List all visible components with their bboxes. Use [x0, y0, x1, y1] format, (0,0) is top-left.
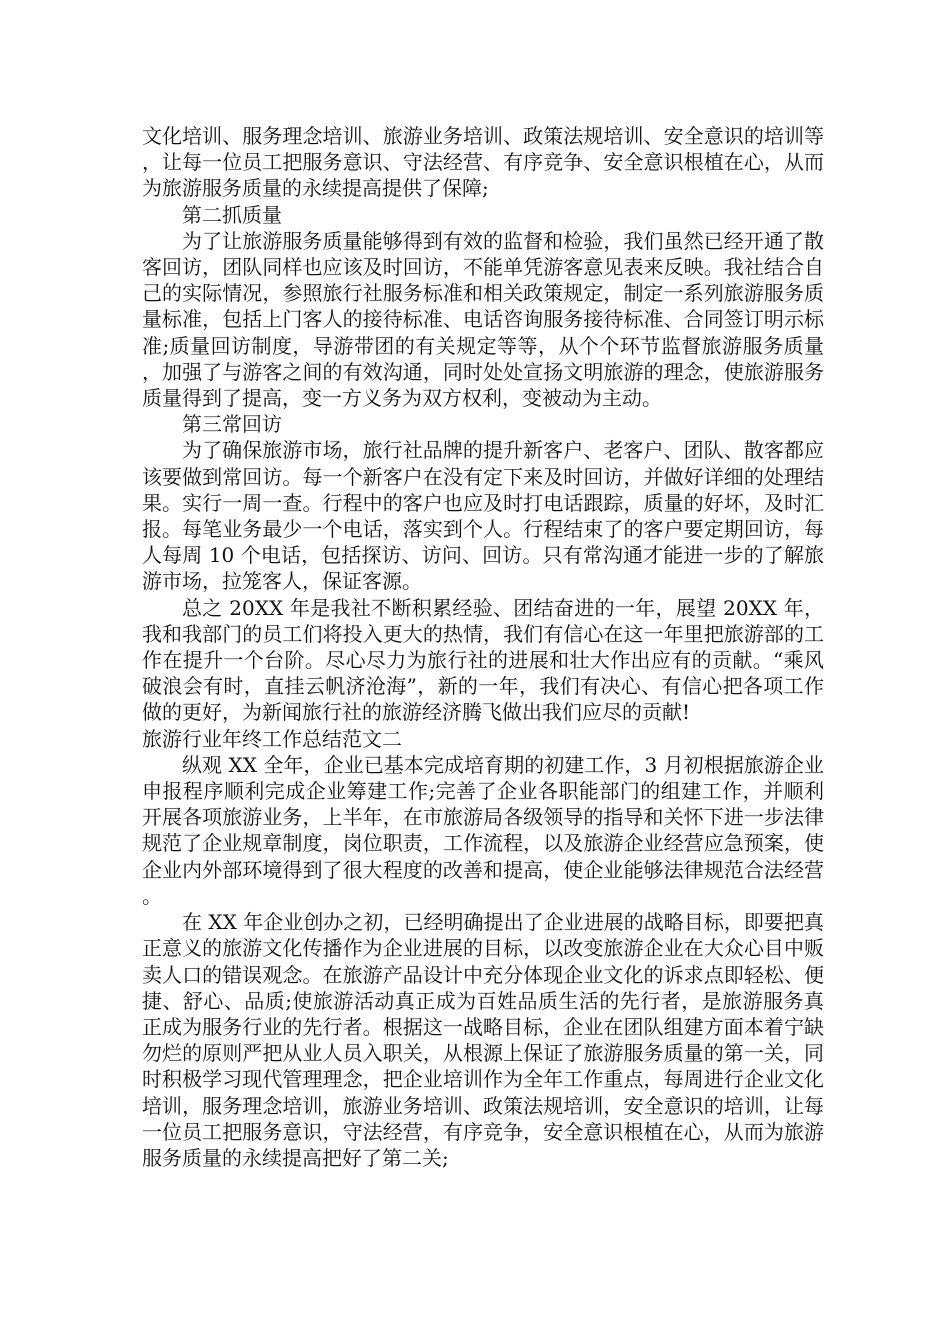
article-title: 旅游行业年终工作总结范文二	[142, 726, 402, 751]
paragraph: 为了让旅游服务质量能够得到有效的监督和检验，我们虽然已经开通了散客回访，团队同样也应该及时回访，不能单凭游客意见表来反映。我社结合自己的实际情况，参照旅行社服务标准和相关政策规定，制定一系列旅游服务质量标准，包括上门客人的接待标准、电话咨询服务接待标准、合同签订明示标准;质量回访制度，导游带团的有关规定等等，从个个环节监督旅游服务质量，加强了与游客之间的有效沟通，同时处处宣扬文明旅游的理念，使旅游服务质量得到了提高，变一方义务为双方权利，变被动为主动。	[142, 228, 824, 411]
section-heading: 第二抓质量	[182, 202, 282, 227]
document-body	[142, 123, 824, 1171]
paragraph: 为了确保旅游市场，旅行社品牌的提升新客户、老客户、团队、散客都应该要做到常回访。每一个新客户在没有定下来及时回访，并做好详细的处理结果。实行一周一查。行程中的客户也应及时打电话跟踪，质量的好坏，及时汇报。每笔业务最少一个电话，落实到个人。行程结束了的客户要定期回访，每人每周 10 个电话，包括探访、访问、回访。只有常沟通才能进一步的了解旅游市场，拉笼客人，保证客源。	[142, 438, 824, 594]
paragraph: 文化培训、服务理念培训、旅游业务培训、政策法规培训、安全意识的培训等，让每一位员工把服务意识、守法经营、有序竞争、安全意识根植在心，从而为旅游服务质量的永续提高提供了保障;	[142, 124, 824, 201]
section-heading: 第三常回访	[182, 412, 282, 437]
paragraph: 纵观 XX 全年，企业已基本完成培育期的初建工作，3 月初根据旅游企业申报程序顺利完成企业筹建工作;完善了企业各职能部门的组建工作，并顺利开展各项旅游业务，上半年，在市旅游局各级领导的指导和关怀下进一步法律规范了企业规章制度，岗位职责，工作流程，以及旅游企业经营应急预案，使企业内外部环境得到了很大程度的改善和提高，使企业能够法律规范合法经营。	[142, 752, 824, 908]
paragraph: 总之 20XX 年是我社不断积累经验、团结奋进的一年，展望 20XX 年，我和我部门的员工们将投入更大的热情，我们有信心在这一年里把旅游部的工作在提升一个台阶。尽心尽力为旅行社的进展和壮大作出应有的贡献。“乘风破浪会有时，直挂云帆济沧海”，新的一年，我们有决心、有信心把各项工作做的更好，为新闻旅行社的旅游经济腾飞做出我们应尽的贡献!	[142, 595, 824, 725]
paragraph: 在 XX 年企业创办之初，已经明确提出了企业进展的战略目标，即要把真正意义的旅游文化传播作为企业进展的目标，以改变旅游企业在大众心目中贩卖人口的错误观念。在旅游产品设计中充分体现企业文化的诉求点即轻松、便捷、舒心、品质;使旅游活动真正成为百姓品质生活的先行者，是旅游服务真正成为服务行业的先行者。根据这一战略目标，企业在团队组建方面本着宁缺勿烂的原则严把从业人员入职关，从根源上保证了旅游服务质量的第一关，同时积极学习现代管理理念，把企业培训作为全年工作重点，每周进行企业文化培训，服务理念培训，旅游业务培训、政策法规培训，安全意识的培训，让每一位员工把服务意识，守法经营，有序竞争，安全意识根植在心，从而为旅游服务质量的永续提高把好了第二关;	[142, 910, 824, 1170]
